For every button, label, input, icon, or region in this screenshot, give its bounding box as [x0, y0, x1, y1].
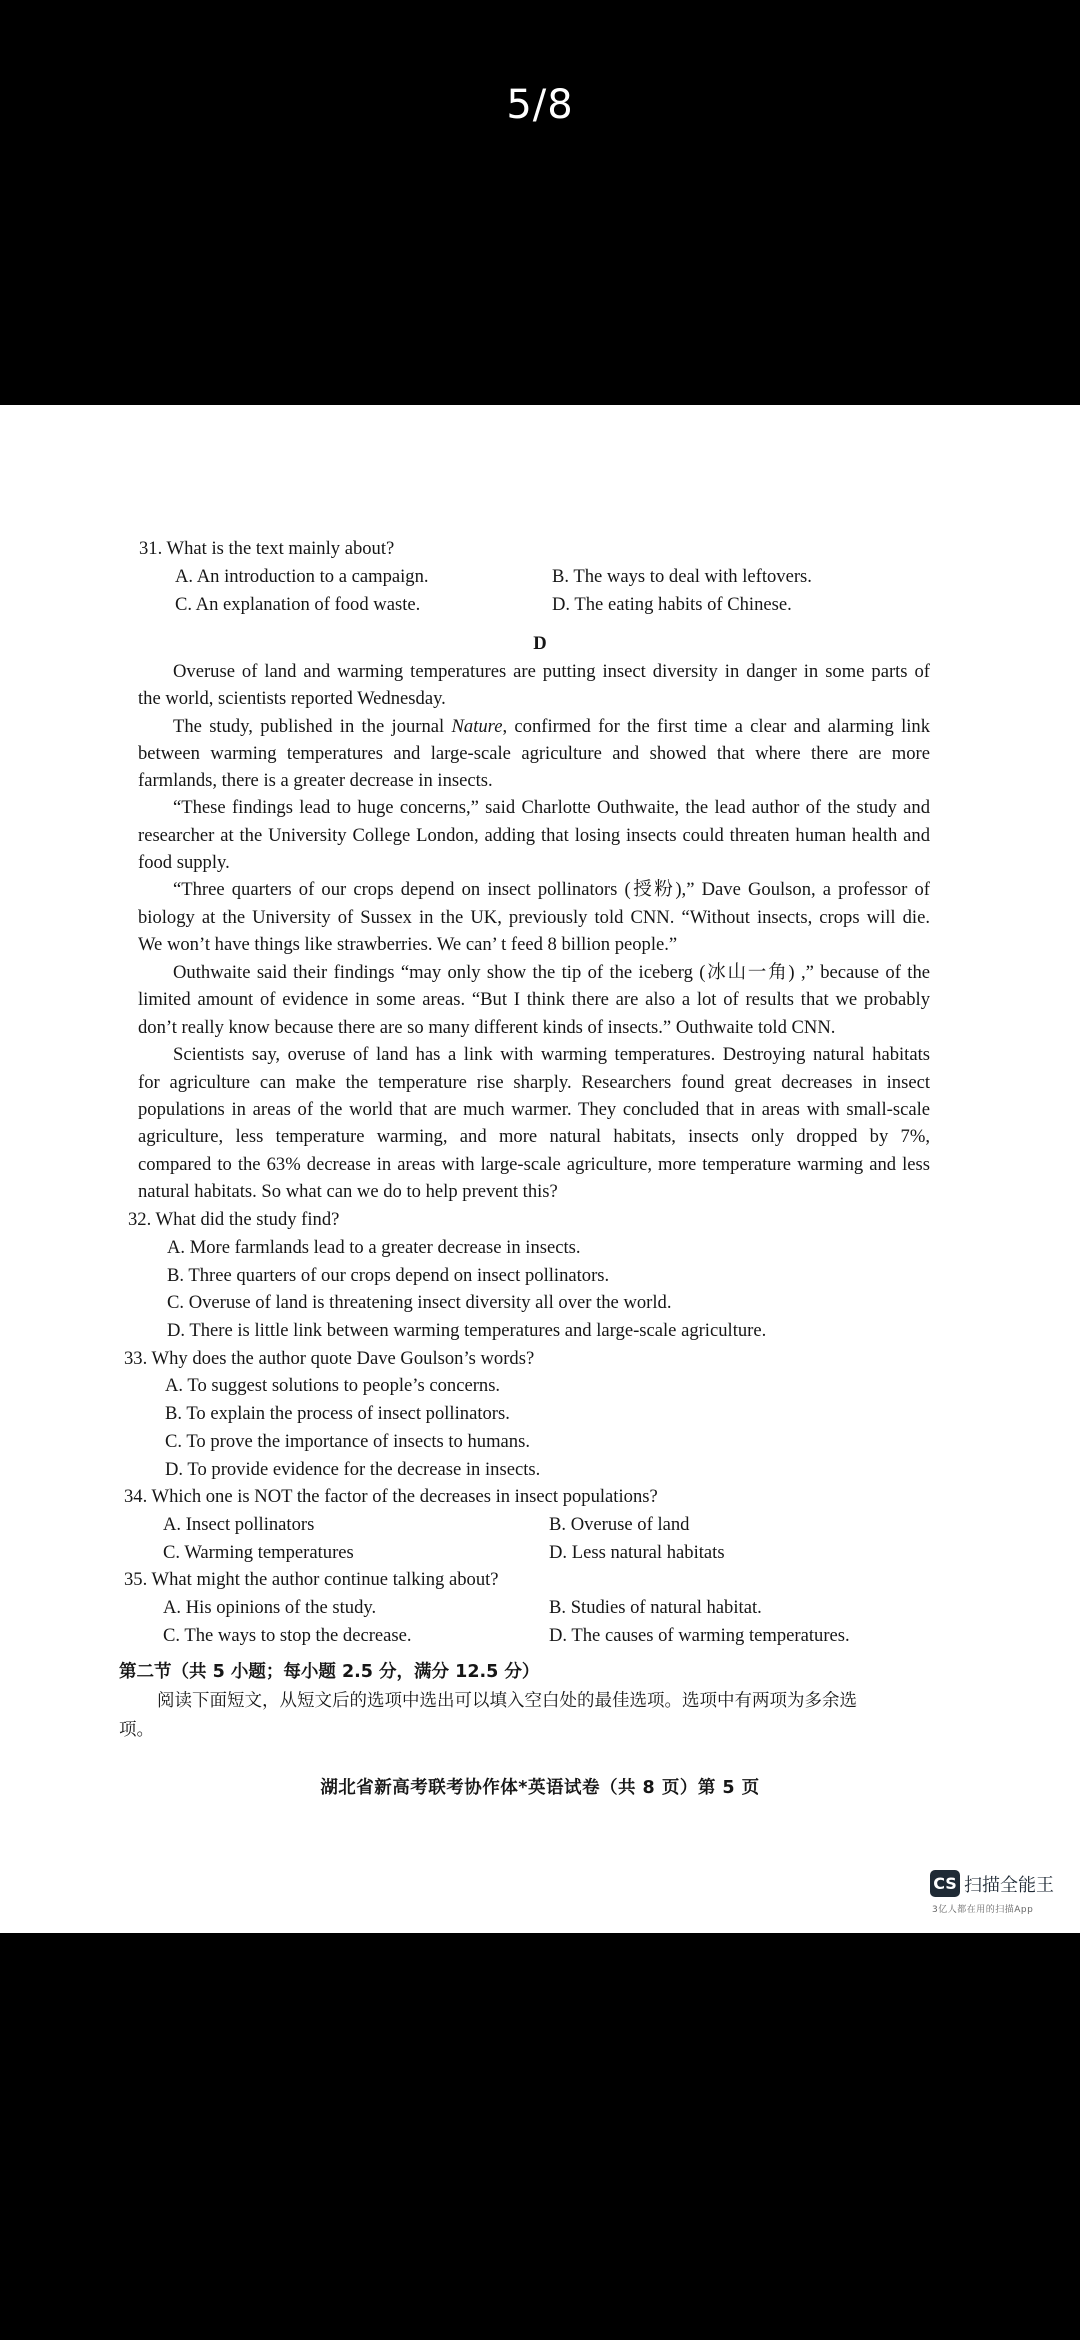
section-2-instruction-line-2: 项。 [119, 1720, 154, 1740]
camscanner-logo-icon: CS [930, 1870, 960, 1897]
question-35-option-d: D. The causes of warming temperatures. [549, 1625, 850, 1646]
paragraph-4-line-3: We won’t have things like strawberries. We can’ t feed 8 billion people.” [138, 934, 678, 955]
paragraph-5-line-3: don’t really know because there are so many different kinds of insects.” Outhwaite told CNN. [138, 1017, 836, 1038]
watermark-tagline: 3亿人都在用的扫描App [932, 1905, 1034, 1915]
question-32-option-d: D. There is little link between warming temperatures and large-scale agriculture. [167, 1320, 767, 1341]
paragraph-6-line-4: agriculture, less temperature warming, and more natural habitats, insects only dropped by 7%, [138, 1126, 930, 1147]
paragraph-3-line-2: researcher at the University College London, adding that losing insects could threaten human health and [138, 825, 930, 846]
question-33-stem: 33. Why does the author quote Dave Goulson’s words? [124, 1348, 535, 1369]
question-33-option-d: D. To provide evidence for the decrease in insects. [165, 1459, 541, 1480]
document-page [0, 405, 1080, 1933]
paragraph-2-line-2: between warming temperatures and large-scale agriculture and showed that where there are more [138, 743, 930, 764]
section-2-heading: 第二节（共 5 小题；每小题 2.5 分，满分 12.5 分） [119, 1662, 540, 1682]
page-counter: 5/8 [506, 82, 574, 128]
journal-name: Nature [451, 716, 503, 737]
paragraph-5-line-1: Outhwaite said their findings “may only show the tip of the iceberg (冰山一角) ,” because of the [173, 962, 930, 983]
question-33-option-a: A. To suggest solutions to people’s concerns. [165, 1375, 501, 1396]
paragraph-2-rest: , confirmed for the first time a clear and alarming link [502, 716, 930, 737]
paragraph-3-line-3: food supply. [138, 852, 230, 873]
paragraph-1-line-2: the world, scientists reported Wednesday. [138, 688, 446, 709]
page-footer: 湖北省新高考联考协作体*英语试卷（共 8 页）第 5 页 [320, 1778, 760, 1798]
question-31-option-a: A. An introduction to a campaign. [175, 566, 429, 587]
question-31-option-c: C. An explanation of food waste. [175, 594, 421, 615]
question-35-option-c: C. The ways to stop the decrease. [163, 1625, 412, 1646]
question-34-stem: 34. Which one is NOT the factor of the decreases in insect populations? [124, 1486, 658, 1507]
paragraph-6-line-5: compared to the 63% decrease in areas with large-scale agriculture, more temperature warming and less [138, 1154, 930, 1175]
question-31-option-d: D. The eating habits of Chinese. [552, 594, 792, 615]
section-2-instruction-line-1: 阅读下面短文，从短文后的选项中选出可以填入空白处的最佳选项。选项中有两项为多余选 [157, 1691, 857, 1711]
question-32-option-c: C. Overuse of land is threatening insect diversity all over the world. [167, 1292, 672, 1313]
paragraph-6-line-1: Scientists say, overuse of land has a link with warming temperatures. Destroying natural habitats [173, 1044, 930, 1065]
question-34-option-a: A. Insect pollinators [163, 1514, 315, 1535]
paragraph-6-line-3: populations in areas of the world that are much warmer. They concluded that in areas with small-scale [138, 1099, 930, 1120]
question-35-option-b: B. Studies of natural habitat. [549, 1597, 762, 1618]
paragraph-6-line-6: natural habitats. So what can we do to help prevent this? [138, 1181, 558, 1202]
paragraph-6-line-2: for agriculture can make the temperature rise sharply. Researchers found great decreases in insect [138, 1072, 930, 1093]
paragraph-2-line-1 [173, 716, 930, 738]
question-34-option-d: D. Less natural habitats [549, 1542, 725, 1563]
question-34-option-c: C. Warming temperatures [163, 1542, 354, 1563]
scanner-watermark [930, 1870, 1070, 1924]
question-33-option-c: C. To prove the importance of insects to humans. [165, 1431, 530, 1452]
question-31-option-b: B. The ways to deal with leftovers. [552, 566, 812, 587]
paragraph-3-line-1: “These findings lead to huge concerns,” said Charlotte Outhwaite, the lead author of the study and [173, 797, 930, 818]
paragraph-2-line-3: farmlands, there is a greater decrease in insects. [138, 770, 493, 791]
question-31-stem: 31. What is the text mainly about? [139, 538, 395, 559]
watermark-app-name: 扫描全能王 [964, 1875, 1054, 1896]
question-33-option-b: B. To explain the process of insect pollinators. [165, 1403, 510, 1424]
question-34-option-b: B. Overuse of land [549, 1514, 690, 1535]
question-32-option-a: A. More farmlands lead to a greater decrease in insects. [167, 1237, 581, 1258]
paragraph-1-line-1: Overuse of land and warming temperatures are putting insect diversity in danger in some parts of [173, 661, 930, 682]
question-35-stem: 35. What might the author continue talking about? [124, 1569, 499, 1590]
passage-letter: D [533, 633, 547, 654]
paragraph-5-line-2: limited amount of evidence in some areas. “But I think there are also a lot of results that we probably [138, 989, 930, 1010]
paragraph-2-lead: The study, published in the journal [173, 716, 452, 737]
question-32-option-b: B. Three quarters of our crops depend on insect pollinators. [167, 1265, 610, 1286]
paragraph-4-line-1: “Three quarters of our crops depend on insect pollinators (授粉),” Dave Goulson, a professor of [173, 879, 930, 900]
paragraph-4-line-2: biology at the University of Sussex in the UK, previously told CNN. “Without insects, crops will die. [138, 907, 930, 928]
question-35-option-a: A. His opinions of the study. [163, 1597, 377, 1618]
question-32-stem: 32. What did the study find? [128, 1209, 340, 1230]
